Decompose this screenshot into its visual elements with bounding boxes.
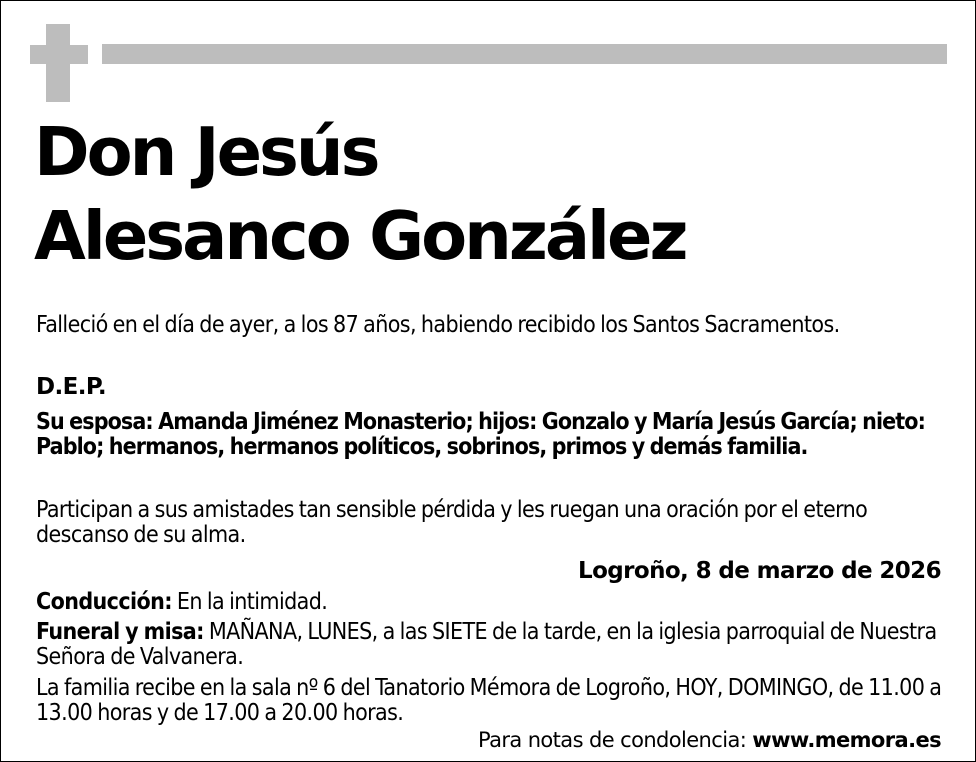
deceased-name	[34, 110, 685, 278]
funeral-line	[36, 620, 946, 670]
conduction-text: En la intimidad.	[171, 589, 328, 615]
funeral-label: Funeral y misa:	[36, 619, 204, 645]
funeral-text: MAÑANA, LUNES, a las SIETE de la tarde, en la iglesia parroquial de Nuestra Señora de Valvanera.	[36, 619, 937, 670]
request-text: Participan a sus amistades tan sensible pérdida y les ruegan una oración por el eterno descanso de su alma.	[36, 497, 868, 548]
condolence-link[interactable]: www.memora.es	[752, 728, 941, 752]
conduction-label: Conducción:	[36, 589, 172, 615]
conduction-line	[36, 590, 946, 615]
header-rule	[102, 44, 947, 64]
place-date: Logroño, 8 de marzo de 2026	[578, 558, 941, 584]
family-text: Su esposa: Amanda Jiménez Monasterio; hijos: Gonzalo y María Jesús García; nieto: Pablo; hermanos, hermanos políticos, sobrinos, primos y demás familia.	[36, 409, 925, 460]
deceased-name-line2: Alesanco González	[34, 197, 686, 275]
condolence-line	[478, 728, 941, 752]
intro-text: Falleció en el día de ayer, a los 87 años, habiendo recibido los Santos Sacramentos.	[36, 312, 840, 338]
deceased-name-line1: Don Jesús	[34, 113, 378, 191]
dep-text: D.E.P.	[36, 374, 107, 400]
wake-text: La familia recibe en la sala nº 6 del Tanatorio Mémora de Logroño, HOY, DOMINGO, de 11.00 a 13.00 horas y de 17.00 a 20.00 horas.	[36, 675, 942, 726]
condolence-label: Para notas de condolencia:	[477, 728, 753, 752]
